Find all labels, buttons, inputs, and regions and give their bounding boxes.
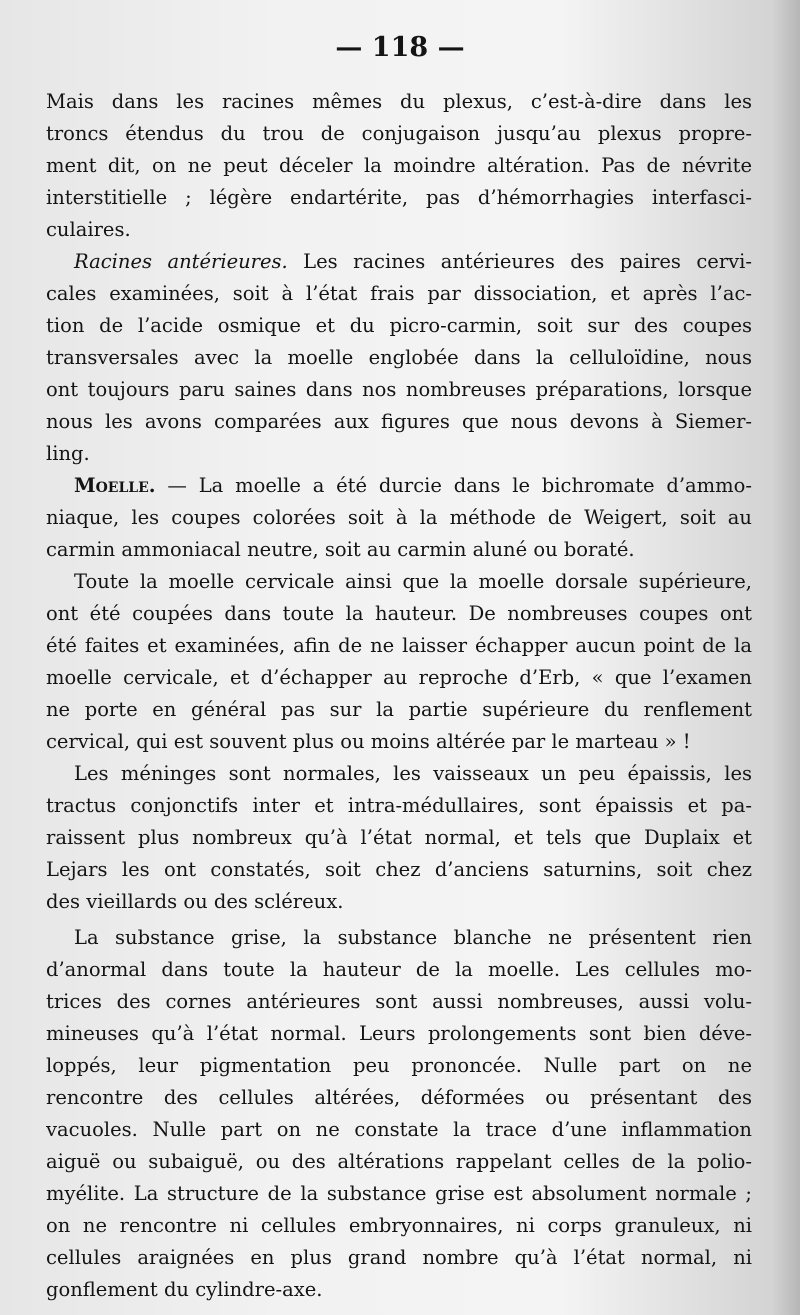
line-text: cales examinées, soit à l’état frais par dissociation, et après l’ac- (46, 282, 752, 305)
line-text: — La moelle a été durcie dans le bichromate d’ammo- (155, 474, 752, 497)
text-line (46, 1082, 752, 1114)
text-line (46, 438, 752, 470)
line-text: troncs étendus du trou de conjugaison jusqu’au plexus propre- (46, 122, 752, 145)
text-line (46, 182, 752, 214)
line-text: Lejars les ont constatés, soit chez d’anciens saturnins, soit chez (46, 858, 752, 881)
line-text: ling. (46, 442, 90, 465)
section-lead-racines: Racines antérieures. (74, 250, 288, 273)
text-line (46, 1018, 752, 1050)
text-line (46, 278, 752, 310)
text-line (46, 694, 752, 726)
line-text: nous les avons comparées aux figures que nous devons à Siemer- (46, 410, 752, 433)
line-text: ment dit, on ne peut déceler la moindre altération. Pas de névrite (46, 154, 752, 177)
text-line (46, 150, 752, 182)
text-line (46, 630, 752, 662)
line-text: tion de l’acide osmique et du picro-carmin, soit sur des coupes (46, 314, 752, 337)
text-line (46, 502, 752, 534)
text-line (46, 662, 752, 694)
text-line (46, 406, 752, 438)
text-line (46, 118, 752, 150)
text-line (46, 310, 752, 342)
text-line (46, 1178, 752, 1210)
text-line (46, 246, 752, 278)
text-line (46, 854, 752, 886)
text-line (46, 822, 752, 854)
text-line (46, 566, 752, 598)
line-text: d’anormal dans toute la hauteur de la moelle. Les cellules mo- (46, 958, 752, 981)
section-lead-moelle: Moelle. (74, 474, 156, 497)
line-text: on ne rencontre ni cellules embryonnaires, ni corps granuleux, ni (46, 1214, 752, 1237)
text-line (46, 1242, 752, 1274)
line-text: rencontre des cellules altérées, déformées ou présentant des (46, 1086, 752, 1109)
text-line (46, 534, 752, 566)
line-text: culaires. (46, 218, 131, 241)
line-text: moelle cervicale, et d’échapper au reproche d’Erb, « que l’examen (46, 666, 752, 689)
text-line (46, 1146, 752, 1178)
line-text: vacuoles. Nulle part on ne constate la trace d’une inflammation (46, 1118, 752, 1141)
text-line (46, 790, 752, 822)
line-text: ont toujours paru saines dans nos nombreuses préparations, lorsque (46, 378, 752, 401)
line-text: cervical, qui est souvent plus ou moins altérée par le marteau » ! (46, 730, 691, 753)
body-text (46, 86, 752, 1306)
text-line (46, 758, 752, 790)
text-line (46, 886, 752, 918)
line-text: trices des cornes antérieures sont aussi nombreuses, aussi volu- (46, 990, 752, 1013)
page-edge-shadow (772, 0, 800, 1315)
line-text: interstitielle ; légère endartérite, pas d’hémorrhagies interfasci- (46, 186, 752, 209)
text-line (46, 954, 752, 986)
line-text: ne porte en général pas sur la partie supérieure du renflement (46, 698, 752, 721)
page-number: — 118 — (335, 32, 465, 63)
line-text: tractus conjonctifs inter et intra-médullaires, sont épaissis et pa- (46, 794, 752, 817)
line-text: Les racines antérieures des paires cervi- (287, 250, 752, 273)
line-text: ont été coupées dans toute la hauteur. De nombreuses coupes ont (46, 602, 752, 625)
line-text: La substance grise, la substance blanche ne présentent rien (74, 926, 752, 949)
line-text: Mais dans les racines mêmes du plexus, c’est-à-dire dans les (46, 90, 752, 113)
line-text: carmin ammoniacal neutre, soit au carmin aluné ou boraté. (46, 538, 635, 561)
line-text: cellules araignées en plus grand nombre qu’à l’état normal, ni (46, 1246, 752, 1269)
line-text: des vieillards ou des scléreux. (46, 890, 344, 913)
text-line (46, 86, 752, 118)
text-line (46, 598, 752, 630)
text-line (46, 374, 752, 406)
text-line (46, 1050, 752, 1082)
line-text: aiguë ou subaiguë, ou des altérations rappelant celles de la polio- (46, 1150, 752, 1173)
text-line (46, 922, 752, 954)
text-line (46, 1210, 752, 1242)
text-line (46, 726, 752, 758)
text-line (46, 1114, 752, 1146)
text-line (46, 214, 752, 246)
line-text: loppés, leur pigmentation peu prononcée. Nulle part on ne (46, 1054, 752, 1077)
text-line (46, 986, 752, 1018)
line-text: mineuses qu’à l’état normal. Leurs prolongements sont bien déve- (46, 1022, 752, 1045)
line-text: myélite. La structure de la substance grise est absolument normale ; (46, 1182, 752, 1205)
line-text: niaque, les coupes colorées soit à la méthode de Weigert, soit au (46, 506, 752, 529)
line-text: Les méninges sont normales, les vaisseaux un peu épaissis, les (74, 762, 752, 785)
text-line (46, 1274, 752, 1306)
line-text: été faites et examinées, afin de ne laisser échapper aucun point de la (46, 634, 752, 657)
line-text: transversales avec la moelle englobée dans la celluloïdine, nous (46, 346, 752, 369)
line-text: raissent plus nombreux qu’à l’état normal, et tels que Duplaix et (46, 826, 752, 849)
text-line (46, 470, 752, 502)
text-line (46, 342, 752, 374)
line-text: Toute la moelle cervicale ainsi que la moelle dorsale supérieure, (74, 570, 752, 593)
line-text: gonflement du cylindre-axe. (46, 1278, 323, 1301)
